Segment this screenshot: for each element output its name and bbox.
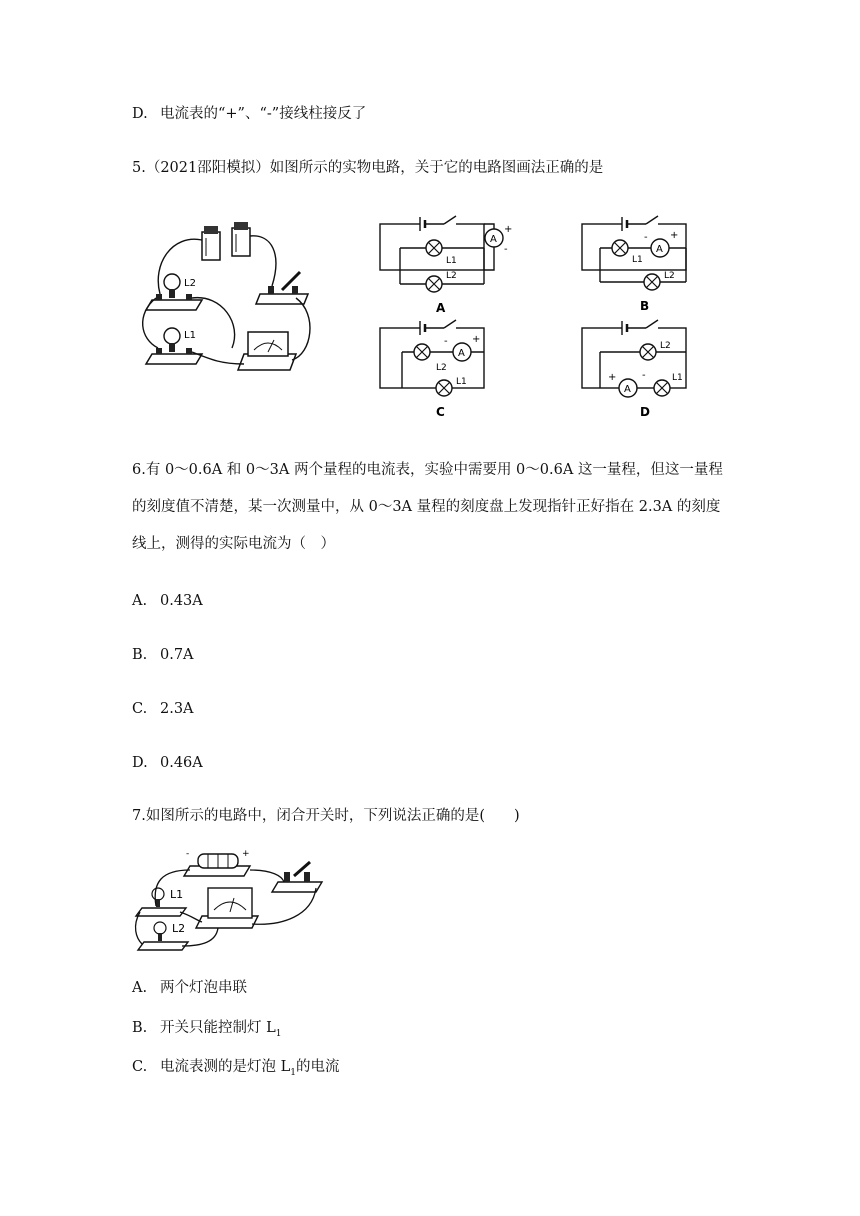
lamp-label-l1: L1: [170, 888, 184, 901]
diagram-label-b: B: [640, 299, 650, 313]
q5-physical-circuit-figure: [132, 214, 322, 384]
option-text: 0.46A: [160, 755, 203, 771]
svg-text:+: +: [472, 334, 481, 345]
svg-text:L1: L1: [456, 377, 467, 387]
svg-text:A: A: [624, 384, 631, 395]
svg-text:+: +: [242, 849, 250, 859]
svg-text:L2: L2: [660, 341, 671, 351]
svg-text:-: -: [644, 232, 648, 243]
option-letter: A.: [132, 593, 148, 609]
q7-physical-circuit-figure: [132, 846, 328, 958]
battery-pair-icon: [202, 222, 250, 260]
q5-schematic-options-figure: [372, 210, 722, 428]
option-text: 开关只能控制灯 L: [160, 1020, 276, 1036]
diagram-label-a: A: [436, 301, 446, 315]
option-letter: B.: [132, 647, 148, 663]
q6-stem-line-3: 线上，测得的实际电流为（ ）: [132, 536, 335, 552]
q6-option-c: [132, 699, 194, 719]
q7-stem: 7.如图所示的电路中，闭合开关时，下列说法正确的是( ): [132, 808, 520, 824]
q6-option-d: [132, 753, 203, 773]
svg-text:A: A: [656, 244, 663, 255]
option-letter: C.: [132, 701, 148, 717]
diagram-label-c: C: [436, 405, 445, 419]
q7-option-b: [132, 1018, 281, 1044]
svg-text:L2: L2: [664, 271, 675, 281]
q6-option-a: [132, 591, 203, 611]
lamp-label-l2: L2: [172, 922, 186, 935]
svg-text:L1: L1: [446, 256, 457, 266]
option-letter: C.: [132, 1059, 148, 1075]
q6-option-b: [132, 645, 194, 665]
lamp-label-l1: L1: [184, 330, 196, 341]
svg-text:+: +: [504, 224, 513, 235]
svg-text:L2: L2: [436, 363, 447, 373]
schematic-d: [582, 320, 686, 419]
svg-text:-: -: [186, 849, 190, 859]
svg-text:-: -: [444, 336, 448, 347]
lamp-label-l2: L2: [184, 278, 196, 289]
q7-option-c: [132, 1057, 339, 1083]
diagram-label-d: D: [640, 405, 650, 419]
option-letter: D.: [132, 106, 148, 122]
q6-stem-line-1: 6.有 0～0.6A 和 0～3A 两个量程的电流表，实验中需要用 0～0.6A 这一量程，但这一量程: [132, 462, 723, 478]
q5-stem: 5.（2021邵阳模拟）如图所示的实物电路，关于它的电路图画法正确的是: [132, 160, 604, 176]
option-text: 电流表测的是灯泡 L: [160, 1059, 291, 1075]
option-text: 0.7A: [160, 647, 194, 663]
svg-text:-: -: [504, 244, 508, 255]
subscript: 1: [275, 1028, 282, 1039]
option-text: 电流表的“+”、“-”接线柱接反了: [160, 106, 367, 122]
svg-text:+: +: [608, 372, 617, 383]
option-letter: D.: [132, 755, 148, 771]
svg-text:+: +: [670, 230, 679, 241]
schematic-b: [582, 216, 686, 313]
q6-stem-line-2: 的刻度值不清楚，某一次测量中，从 0～3A 量程的刻度盘上发现指针正好指在 2.3A 的刻度: [132, 499, 721, 515]
option-letter: A.: [132, 980, 148, 996]
svg-text:A: A: [490, 234, 497, 245]
option-letter: B.: [132, 1020, 148, 1036]
schematic-c: [380, 320, 484, 419]
svg-text:L2: L2: [446, 271, 457, 281]
svg-text:L1: L1: [672, 373, 683, 383]
option-text: 2.3A: [160, 701, 194, 717]
schematic-a: [380, 216, 512, 315]
switch-icon: [256, 272, 308, 304]
subscript: 1: [290, 1067, 296, 1078]
svg-text:L1: L1: [632, 255, 643, 265]
q7-option-a: [132, 978, 247, 998]
option-text-tail: 的电流: [295, 1059, 340, 1075]
ammeter-icon: [238, 332, 296, 370]
q4-option-d: [132, 104, 366, 124]
option-text: 0.43A: [160, 593, 203, 609]
svg-text:-: -: [642, 370, 646, 381]
battery-holder-icon: [184, 849, 250, 876]
ammeter-icon: [196, 888, 258, 928]
svg-text:A: A: [458, 348, 465, 359]
option-text: 两个灯泡串联: [160, 980, 247, 996]
